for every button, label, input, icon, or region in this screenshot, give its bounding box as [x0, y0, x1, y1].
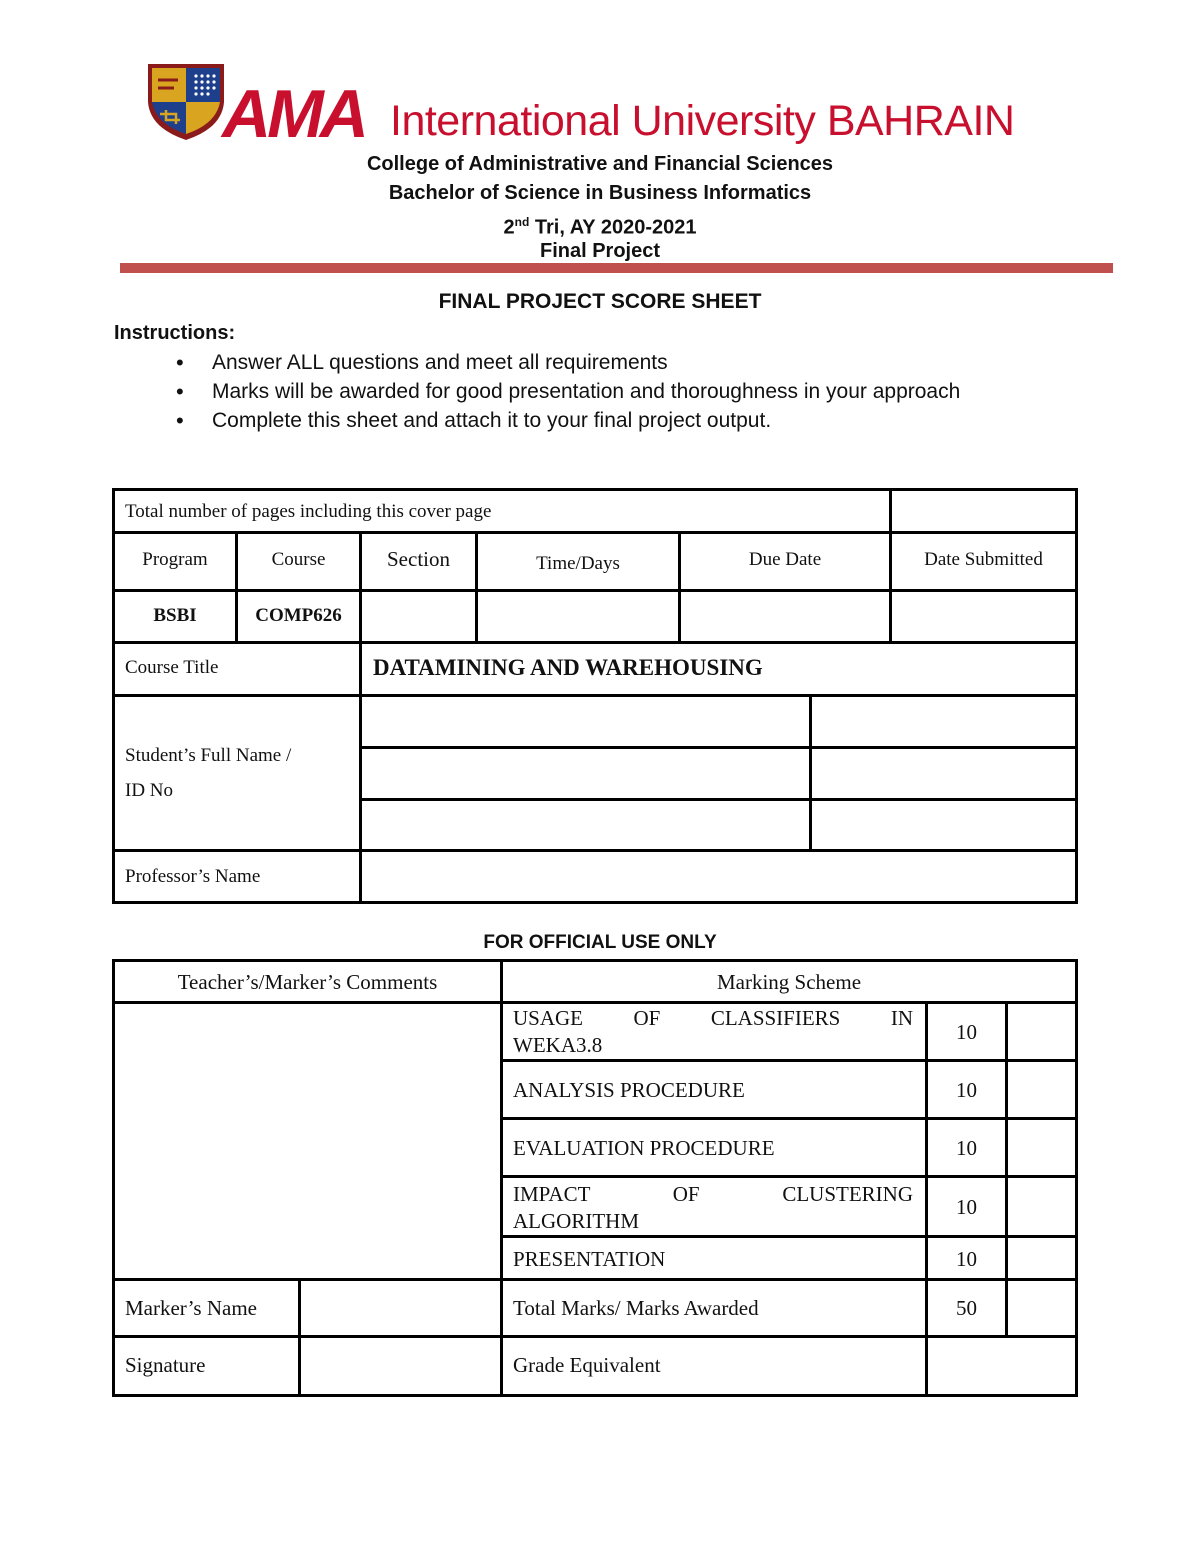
- instructions-list: [176, 348, 960, 435]
- criterion-points: 10: [956, 1078, 977, 1102]
- total-points: 50: [956, 1296, 977, 1320]
- criterion-points: 10: [956, 1136, 977, 1160]
- student-name-field-3[interactable]: [365, 803, 805, 847]
- college-name: College of Administrative and Financial Sciences: [366, 153, 834, 175]
- professor-name-field[interactable]: [365, 855, 1071, 899]
- criterion-score-field[interactable]: [1011, 1242, 1071, 1276]
- instructions-label: Instructions:: [114, 322, 236, 344]
- criterion-label: IMPACT OF CLUSTERING: [513, 1182, 913, 1206]
- criterion-score-field[interactable]: [1011, 1066, 1071, 1114]
- column-header-section: Section: [387, 547, 450, 571]
- grade-equivalent-field[interactable]: [931, 1341, 1071, 1389]
- project-name: Final Project: [539, 240, 661, 262]
- criterion-label: ANALYSIS PROCEDURE: [513, 1078, 745, 1102]
- criterion-points: 10: [956, 1020, 977, 1044]
- column-header-program: Program: [142, 549, 208, 570]
- course-value: COMP626: [255, 605, 342, 626]
- instruction-item: • Answer ALL questions and meet all requirements: [176, 348, 960, 377]
- project-info-table: [112, 488, 1078, 904]
- instruction-item: • Complete this sheet and attach it to your final project output.: [176, 406, 960, 435]
- total-pages-field[interactable]: [895, 495, 1073, 529]
- criterion-points: 10: [956, 1247, 977, 1271]
- program-name: Bachelor of Science in Business Informatics: [388, 182, 812, 204]
- marking-table: [112, 959, 1078, 1397]
- signature-field[interactable]: [305, 1341, 495, 1389]
- header-divider: [120, 263, 1113, 273]
- total-marks-label: Total Marks/ Marks Awarded: [513, 1296, 759, 1320]
- university-name: International University BAHRAIN: [390, 97, 1015, 145]
- time-days-field[interactable]: [481, 595, 675, 637]
- student-name-label: Student’s Full Name /: [125, 745, 292, 766]
- section-field[interactable]: [365, 595, 471, 637]
- program-value: BSBI: [153, 605, 197, 626]
- sheet-title: FINAL PROJECT SCORE SHEET: [438, 290, 762, 313]
- date-submitted-field[interactable]: [895, 595, 1071, 637]
- instruction-item: • Marks will be awarded for good presentation and thoroughness in your approach: [176, 377, 960, 406]
- header-text-block: [0, 150, 1200, 266]
- official-use-heading: FOR OFFICIAL USE ONLY: [483, 932, 717, 953]
- criterion-label-continued: ALGORITHM: [513, 1209, 639, 1233]
- course-title-label: Course Title: [125, 657, 219, 678]
- due-date-field[interactable]: [684, 595, 886, 637]
- column-header-time-days: Time/Days: [536, 553, 620, 574]
- ama-wordmark: AMA: [222, 76, 365, 152]
- comments-field[interactable]: [121, 1008, 493, 1274]
- criterion-label: EVALUATION PROCEDURE: [513, 1136, 775, 1160]
- term-line: 2nd Tri, AY 2020-2021: [503, 215, 697, 239]
- column-header-due-date: Due Date: [748, 549, 822, 570]
- marker-name-label: Marker’s Name: [125, 1296, 257, 1320]
- marker-name-field[interactable]: [305, 1284, 495, 1332]
- criterion-label: USAGE OF CLASSIFIERS IN: [513, 1006, 913, 1030]
- column-header-course: Course: [271, 549, 326, 570]
- comments-header: Teacher’s/Marker’s Comments: [177, 970, 438, 994]
- student-id-label: ID No: [125, 780, 174, 801]
- grade-equivalent-label: Grade Equivalent: [513, 1353, 661, 1377]
- criterion-points: 10: [956, 1195, 977, 1219]
- criterion-score-field[interactable]: [1011, 1124, 1071, 1172]
- student-id-field-3[interactable]: [815, 803, 1071, 847]
- criterion-score-field[interactable]: [1011, 1182, 1071, 1232]
- criterion-label-continued: WEKA3.8: [513, 1033, 603, 1057]
- column-header-date-submitted: Date Submitted: [924, 549, 1043, 570]
- signature-label: Signature: [125, 1353, 206, 1377]
- student-name-field-1[interactable]: [365, 700, 805, 744]
- marking-scheme-header: Marking Scheme: [716, 970, 862, 994]
- total-marks-awarded-field[interactable]: [1011, 1284, 1071, 1332]
- university-crest-logo: [146, 62, 226, 142]
- professor-name-label: Professor’s Name: [125, 866, 261, 887]
- criterion-score-field[interactable]: [1011, 1008, 1071, 1056]
- course-title-value: DATAMINING AND WAREHOUSING: [373, 655, 763, 680]
- total-pages-label: Total number of pages including this cover page: [125, 501, 492, 522]
- student-id-field-1[interactable]: [815, 700, 1071, 744]
- student-name-field-2[interactable]: [365, 752, 805, 796]
- criterion-label: PRESENTATION: [513, 1247, 666, 1271]
- student-id-field-2[interactable]: [815, 752, 1071, 796]
